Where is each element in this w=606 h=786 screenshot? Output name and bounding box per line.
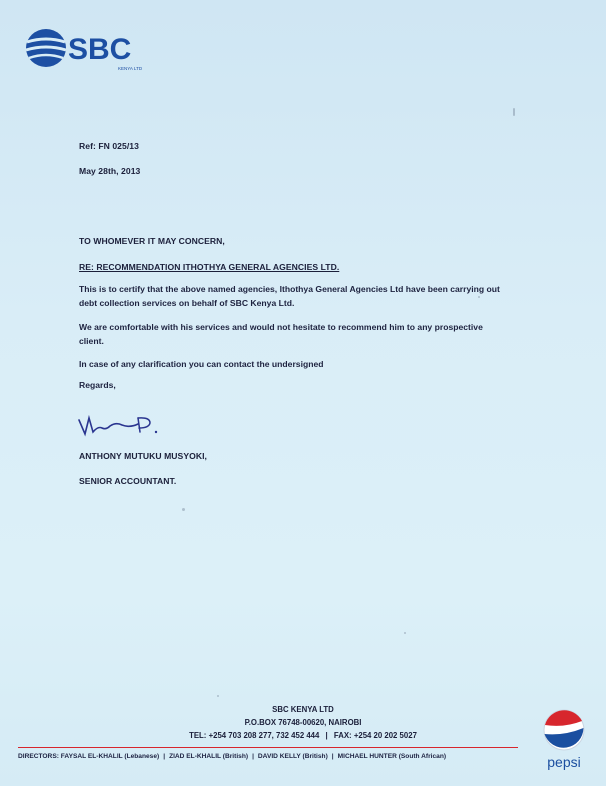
signatory-name: ANTHONY MUTUKU MUSYOKI, [79,451,207,461]
footer-company: SBC KENYA LTD [272,705,334,714]
scan-speck [513,108,515,116]
footer-fax: FAX: +254 20 202 5027 [333,731,417,740]
footer-divider [18,747,518,748]
paragraph-line: client. [79,336,104,346]
scan-speck [217,695,219,697]
sbc-globe-icon [26,29,66,67]
pepsi-logo [538,706,590,774]
sbc-logo-subtext: KENYA LTD [118,66,143,71]
paragraph-line: debt collection services on behalf of SBC Kenya Ltd. [79,298,295,308]
directors-line: DIRECTORS: FAYSAL EL-KHALIL (Lebanese) | ZIAD EL-KHALIL (British) | DAVID KELLY (British) | MICHAEL HUNTER (South African) [18,753,447,760]
directors-label: DIRECTORS: [18,753,59,760]
director-name: FAYSAL EL-KHALIL (Lebanese) [60,753,160,760]
paragraph-certification [79,282,500,310]
scan-speck [404,632,406,634]
footer-address: P.O.BOX 76748-00620, NAIROBI [244,718,362,727]
subject-line: RE: RECOMMENDATION ITHOTHYA GENERAL AGENCIES LTD. [79,262,340,272]
footer-contacts [0,731,606,740]
paragraph-line: We are comfortable with his services and would not hesitate to recommend him to any prospective [79,322,483,332]
sbc-logo [18,22,158,74]
footer-phone: TEL: +254 703 208 277, 732 452 444 [189,731,320,740]
salutation: TO WHOMEVER IT MAY CONCERN, [79,236,225,246]
director-name: MICHAEL HUNTER (South African) [337,753,447,760]
signatory-title: SENIOR ACCOUNTANT. [79,476,177,486]
footer-separator: | [325,731,328,740]
paragraph-line: This is to certify that the above named agencies, Ithothya General Agencies Ltd have been carrying out [79,284,500,294]
sbc-logo-text: SBC [68,33,132,66]
scan-speck [182,508,185,511]
handwritten-signature [76,408,166,442]
director-name: DAVID KELLY (British) [257,753,328,760]
reference-number: Ref: FN 025/13 [79,141,139,151]
paragraph-recommendation [79,320,483,348]
pepsi-wordmark: pepsi [547,754,581,770]
letter-date: May 28th, 2013 [79,166,141,176]
closing: Regards, [79,380,116,390]
scan-speck [478,296,480,298]
director-name: ZIAD EL-KHALIL (British) [169,753,249,760]
pepsi-globe-icon [544,710,584,750]
paragraph-contact: In case of any clarification you can contact the undersigned [79,359,324,369]
